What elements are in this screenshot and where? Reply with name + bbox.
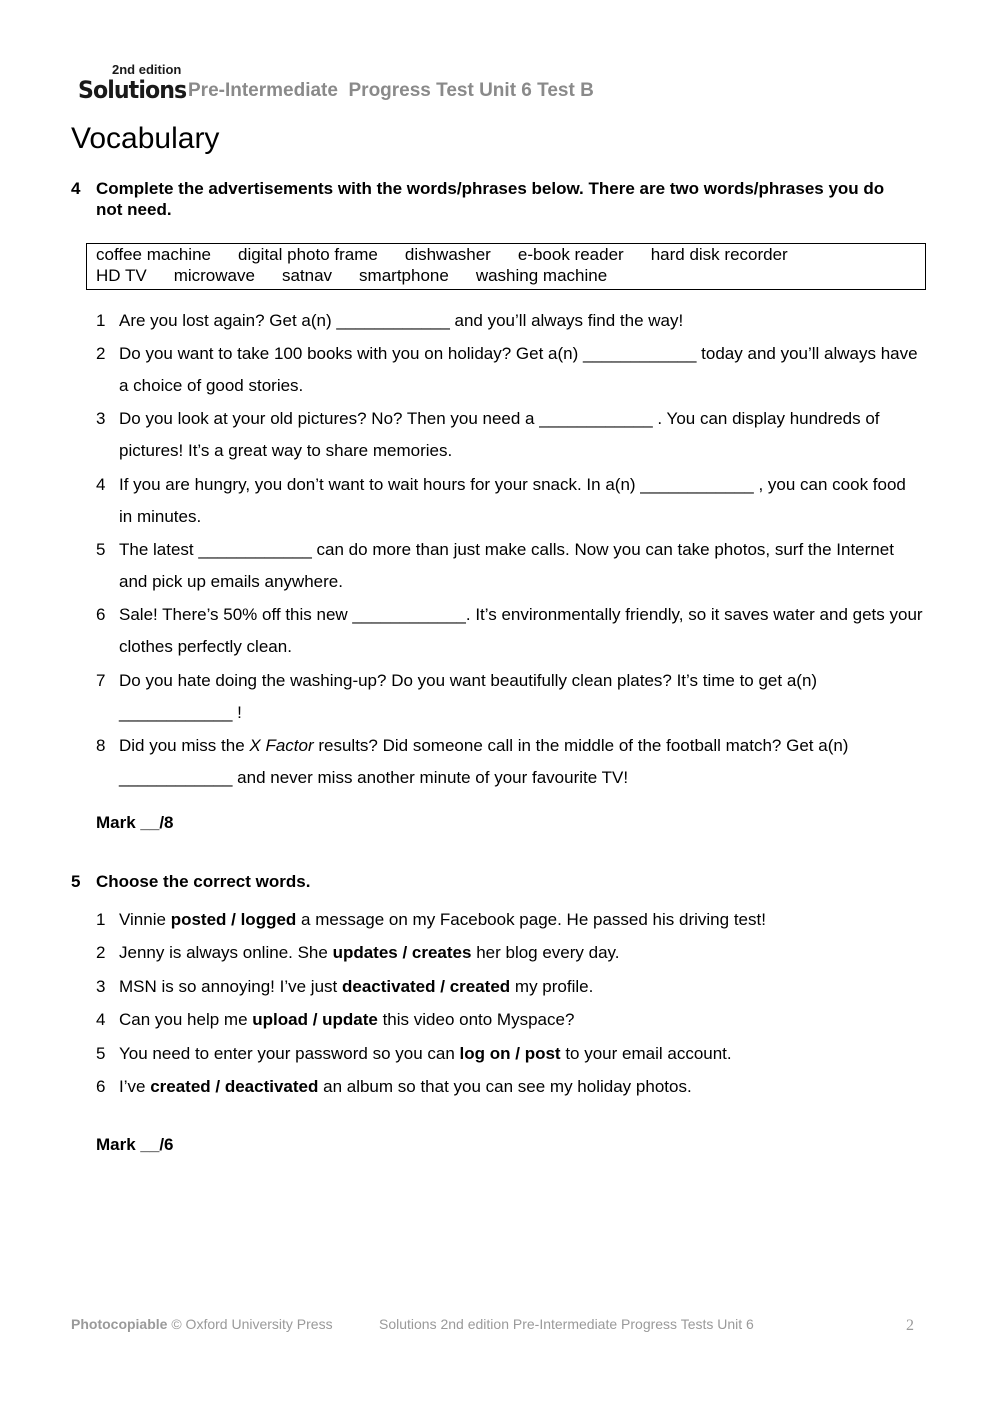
item-number: 8 <box>96 736 106 755</box>
answer-choices[interactable]: upload / update <box>252 1010 378 1029</box>
exercise-number: 5 <box>71 872 81 891</box>
item-text-after: results? Did someone call in the middle of the football match? Get a(n) ____________ and never miss another minute of your favourite TV! <box>119 736 849 787</box>
item-number: 6 <box>96 605 106 624</box>
word-option: coffee machine <box>96 245 211 264</box>
item-text-before: Can you help me <box>119 1010 253 1029</box>
item-number: 1 <box>96 311 106 330</box>
item-text <box>119 937 919 969</box>
word-option: satnav <box>281 266 333 285</box>
item-text-before: Vinnie <box>119 910 171 929</box>
word-option: dishwasher <box>404 245 491 264</box>
answer-choices[interactable]: created / deactivated <box>150 1077 319 1096</box>
item-text <box>119 1038 919 1070</box>
item-text-before: Did you miss the <box>119 736 250 755</box>
item-text-after: a message on my Facebook page. He passed his driving test! <box>296 910 766 929</box>
item-text <box>119 904 919 936</box>
item-text: Do you look at your old pictures? No? Then you need a ____________ . You can display hundreds of pictures! It’s a great way to share memories. <box>119 409 880 460</box>
item-number: 2 <box>96 943 106 962</box>
item-text-after: an album so that you can see my holiday photos. <box>318 1077 692 1096</box>
item-text-before: You need to enter your password so you can <box>119 1044 460 1063</box>
footer-series: Solutions 2nd edition Pre-Intermediate Progress Tests Unit 6 <box>379 1316 754 1332</box>
item-text-italic: X Factor <box>249 736 314 755</box>
edition-label: 2nd edition <box>112 62 182 77</box>
item-text: Do you hate doing the washing-up? Do you want beautifully clean plates? It’s time to get a(n) ____________ ! <box>119 671 818 722</box>
header-title: Pre-Intermediate Progress Test Unit 6 Test B <box>188 80 594 101</box>
item-number: 1 <box>96 910 106 929</box>
mark-label: Mark __/6 <box>96 1135 174 1154</box>
item-text <box>119 1004 919 1036</box>
item-number: 5 <box>96 540 106 559</box>
item-text-after: her blog every day. <box>471 943 620 962</box>
answer-choices[interactable]: updates / creates <box>332 943 472 962</box>
item-text: Do you want to take 100 books with you on holiday? Get a(n) ____________ today and you’ll always have a choice of good stories. <box>119 344 918 395</box>
copyright-text: © Oxford University Press <box>171 1316 333 1332</box>
word-option: digital photo frame <box>237 245 378 264</box>
word-option: HD TV <box>96 266 147 285</box>
item-number: 3 <box>96 409 106 428</box>
item-text-after: to your email account. <box>560 1044 732 1063</box>
item-text: If you are hungry, you don’t want to wait hours for your snack. In a(n) ____________ , you can cook food in minutes. <box>119 475 906 526</box>
word-option: microwave <box>173 266 255 285</box>
word-option: smartphone <box>359 266 449 285</box>
item-number: 5 <box>96 1044 106 1063</box>
item-text-before: I’ve <box>119 1077 151 1096</box>
word-option: washing machine <box>475 266 608 285</box>
exercise-number: 4 <box>71 179 81 198</box>
item-number: 4 <box>96 1010 106 1029</box>
item-text-after: this video onto Myspace? <box>377 1010 575 1029</box>
item-text <box>119 1071 919 1103</box>
item-text <box>119 971 919 1003</box>
section-title: Vocabulary <box>71 122 220 155</box>
answer-choices[interactable]: log on / post <box>459 1044 561 1063</box>
item-number: 2 <box>96 344 106 363</box>
item-number: 3 <box>96 977 106 996</box>
item-text: Are you lost again? Get a(n) ____________ and you’ll always find the way! <box>119 311 684 330</box>
word-option: hard disk recorder <box>650 245 788 264</box>
item-text-after: my profile. <box>510 977 594 996</box>
exercise-instruction: Choose the correct words. <box>96 872 311 891</box>
mark-label: Mark __/8 <box>96 813 174 832</box>
word-box <box>86 243 926 290</box>
item-text <box>119 730 919 793</box>
answer-choices[interactable]: deactivated / created <box>341 977 511 996</box>
item-text-before: Jenny is always online. She <box>119 943 333 962</box>
item-number: 6 <box>96 1077 106 1096</box>
footer-copyright <box>71 1316 333 1332</box>
word-box-row-1 <box>96 245 815 265</box>
page-number: 2 <box>906 1317 914 1334</box>
item-text: Sale! There’s 50% off this new ____________. It’s environmentally friendly, so it saves water and gets your clothes perfectly clean. <box>119 605 923 656</box>
exercise-instruction: Complete the advertisements with the words/phrases below. There are two words/phrases you do not need. <box>96 179 885 219</box>
item-text: The latest ____________ can do more than just make calls. Now you can take photos, surf the Internet and pick up emails anywhere. <box>119 540 894 591</box>
word-box-row-2 <box>96 266 634 286</box>
word-option: e-book reader <box>517 245 624 264</box>
photocopiable-label: Photocopiable <box>71 1316 168 1332</box>
item-text-before: MSN is so annoying! I’ve just <box>119 977 342 996</box>
solutions-logo: Solutions <box>78 76 187 104</box>
document-header <box>78 62 938 106</box>
item-number: 7 <box>96 671 106 690</box>
answer-choices[interactable]: posted / logged <box>170 910 297 929</box>
item-number: 4 <box>96 475 106 494</box>
